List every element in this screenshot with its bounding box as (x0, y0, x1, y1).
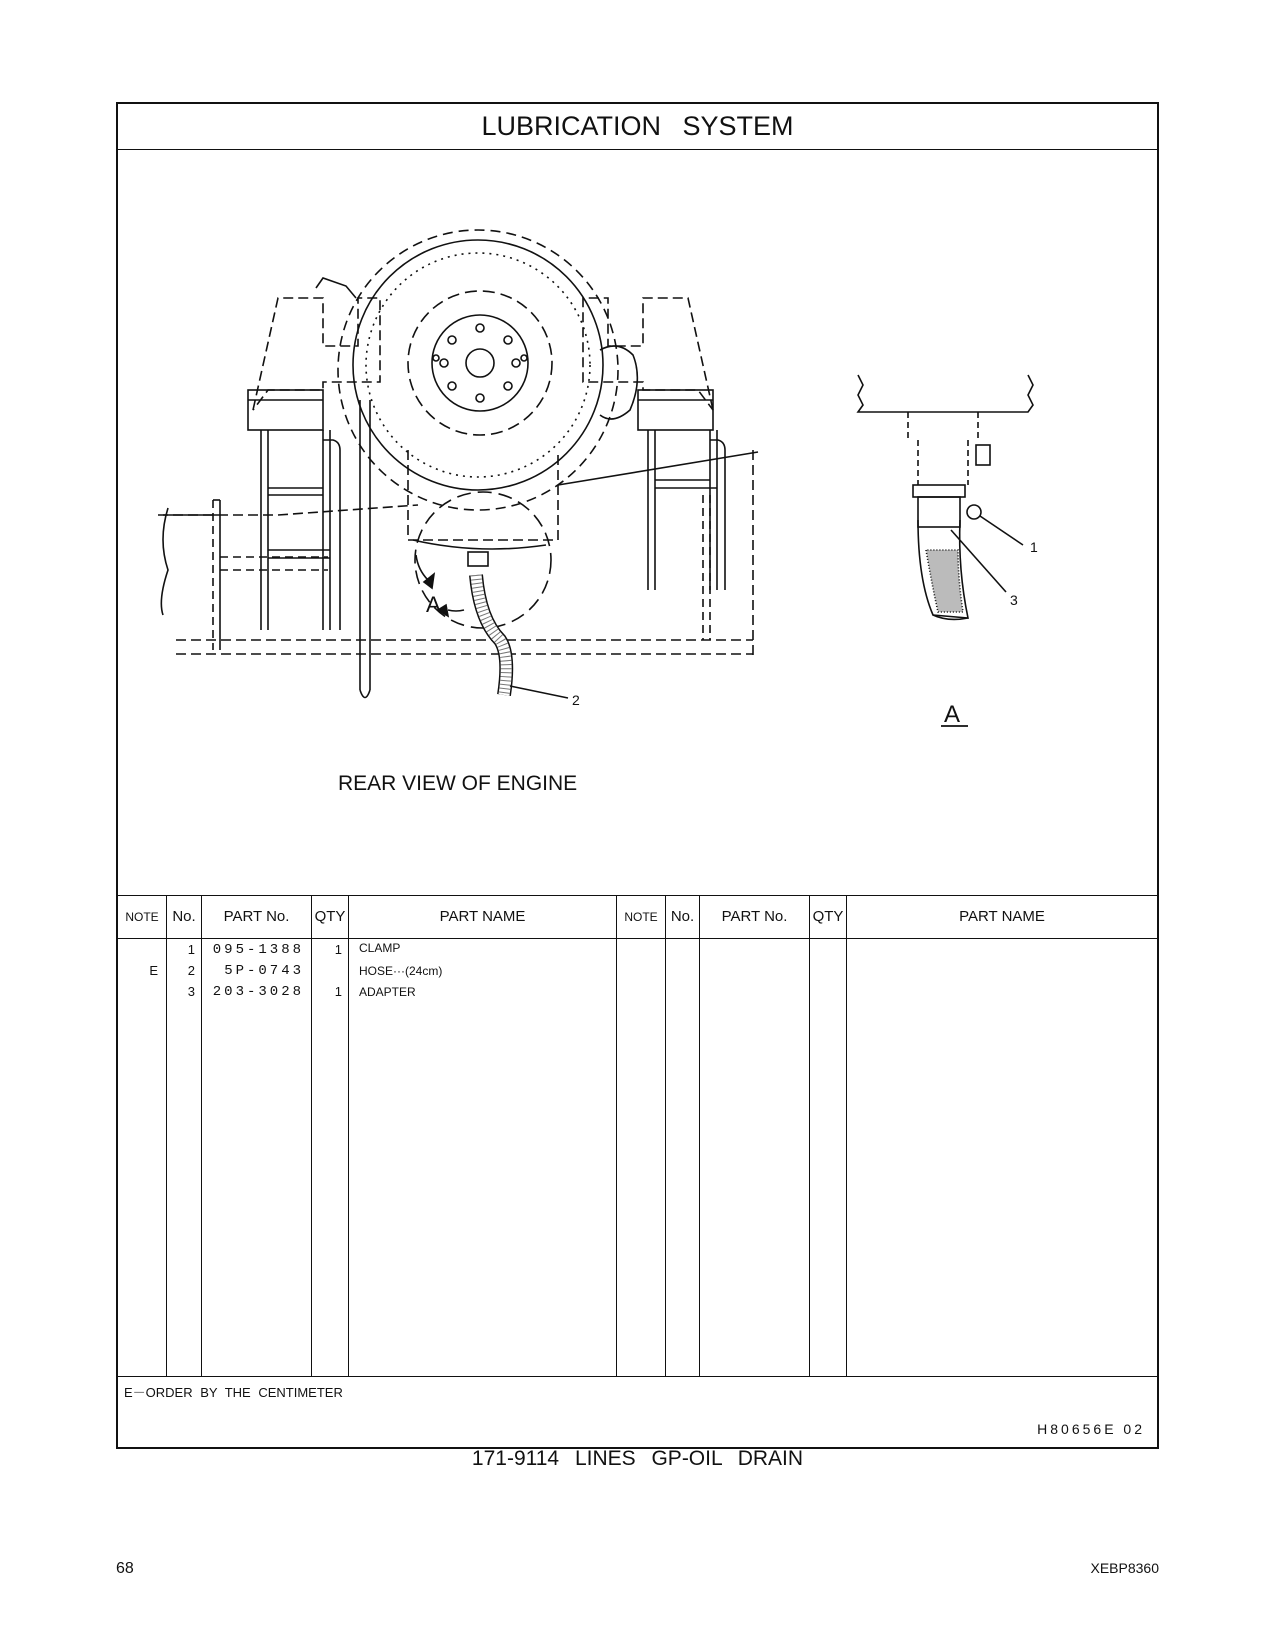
detail-marker-a: A (426, 592, 441, 617)
group-caption: 171-9114 LINES GP-OIL DRAIN (471, 1447, 804, 1470)
header-qty-2: QTY (810, 896, 847, 938)
row-qty (312, 960, 342, 982)
header-part-name-2: PART NAME (959, 908, 1045, 925)
engine-illustration (118, 150, 1157, 895)
row-qty: 1 (334, 984, 342, 999)
detail-a-title: A (944, 701, 961, 728)
drain-adapter (468, 552, 488, 566)
row-no: 1 (187, 942, 195, 957)
row-part-no: 203-3028 (212, 984, 304, 1000)
illustration-code: H80656E 02 (1037, 1421, 1145, 1437)
detail-adapter (913, 485, 965, 497)
frame-break (161, 508, 168, 615)
parts-table-header (118, 895, 1157, 939)
engine-drawing (118, 150, 1157, 895)
callout-3: 3 (1010, 592, 1018, 608)
view-label: REAR VIEW OF ENGINE (338, 772, 578, 795)
left-turbo-flange (248, 390, 323, 430)
callout-2: 2 (572, 692, 580, 708)
header-note-2: NOTE (617, 896, 666, 938)
frame-rail-left (158, 505, 418, 515)
row-part-name: HOSE···(24cm) (359, 964, 443, 978)
left-exhaust-elbow (253, 298, 380, 410)
row-qty: 1 (334, 942, 342, 957)
arrow-a-left (416, 555, 428, 580)
parts-table-body (118, 939, 1157, 1377)
row-part-name: CLAMP (359, 941, 401, 955)
row-part-no: 5P-0743 (224, 963, 304, 979)
detail-clamp (967, 505, 981, 519)
row-note (118, 981, 158, 1003)
arrow-a-right (448, 610, 464, 611)
document-id: XEBP8360 (1090, 1560, 1159, 1576)
page-number: 68 (116, 1560, 134, 1577)
parts-page-frame (116, 102, 1159, 1449)
detail-a-engine-block (858, 375, 1033, 412)
header-part-name: PART NAME (349, 896, 617, 938)
footnote: E－ORDER BY THE CENTIMETER (124, 1385, 343, 1400)
header-part-no: PART No. (202, 896, 312, 938)
row-note (118, 939, 158, 961)
header-qty: QTY (312, 896, 349, 938)
header-note: NOTE (118, 896, 167, 938)
callout-1: 1 (1030, 539, 1038, 555)
header-no: No. (167, 896, 202, 938)
page-title: LUBRICATION SYSTEM (118, 104, 1157, 150)
flywheel (408, 291, 552, 435)
row-no: 3 (187, 984, 195, 999)
header-part-no-2: PART No. (700, 896, 810, 938)
row-no: 2 (187, 963, 195, 978)
flywheel-outer (353, 240, 603, 490)
oil-pan (408, 450, 558, 540)
row-part-no: 095-1388 (212, 942, 304, 958)
row-part-name: ADAPTER (359, 985, 416, 999)
header-no-2: No. (666, 896, 700, 938)
row-note: E (149, 963, 158, 978)
